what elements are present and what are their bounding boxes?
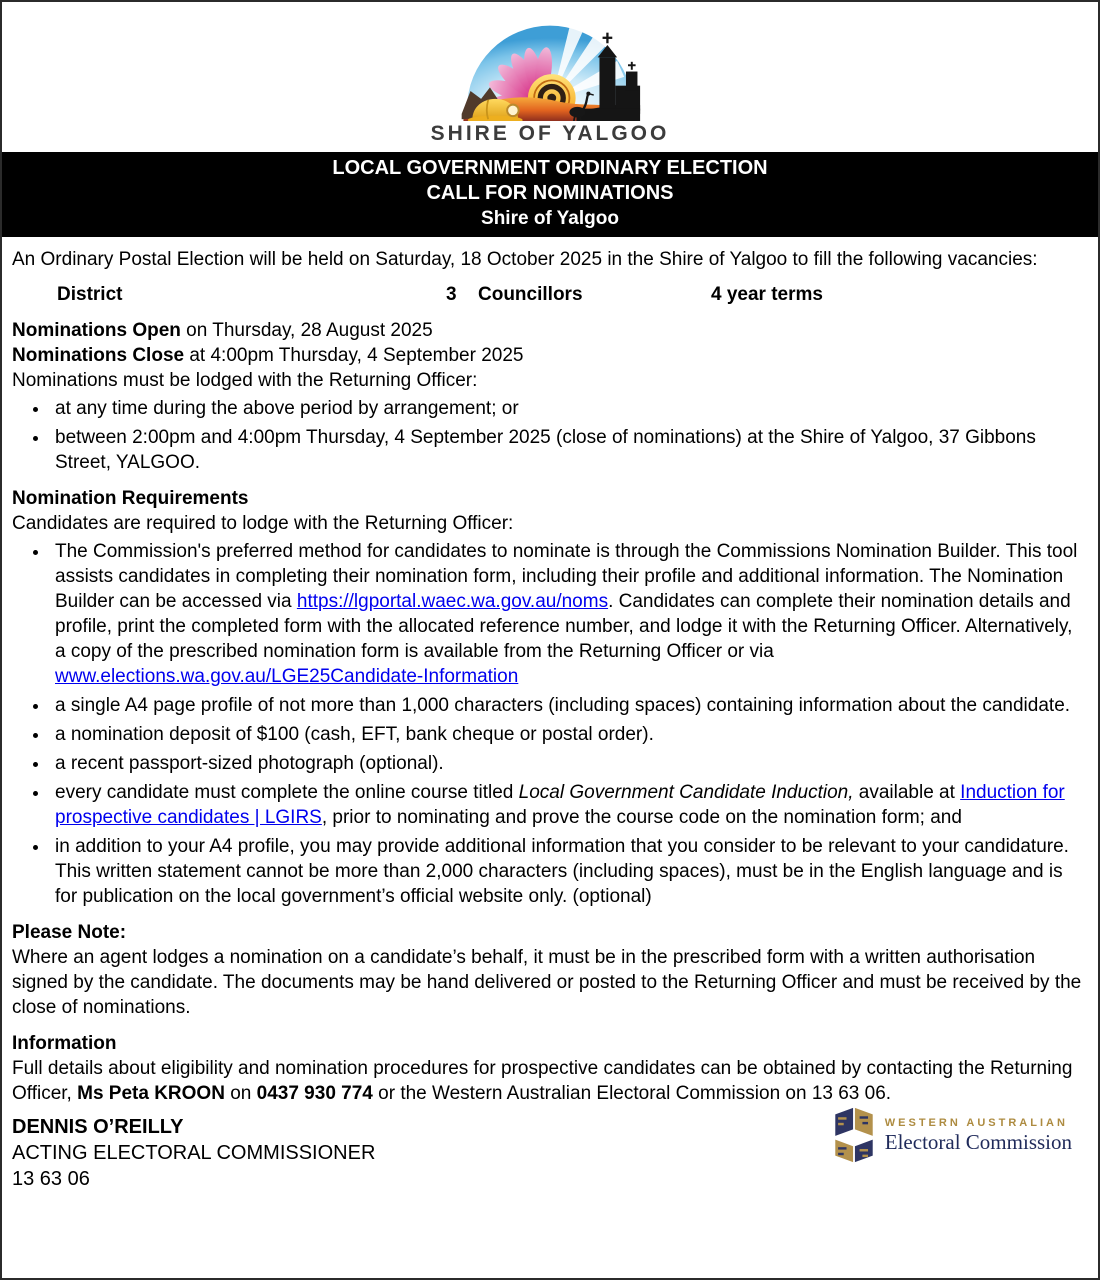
shire-logo-title: SHIRE OF YALGOO (430, 122, 670, 145)
vacancy-count: 3 (446, 284, 457, 305)
notice-banner (2, 152, 1098, 237)
nominations-section (12, 318, 1086, 475)
waec-line-1: WESTERN AUSTRALIAN (884, 1117, 1068, 1129)
waec-line-2: Electoral Commission (884, 1130, 1072, 1154)
req5-text-2: available at (853, 782, 961, 803)
returning-officer-name: Ms Peta KROON (77, 1083, 225, 1104)
bullet-item: • a single A4 page profile of not more than 1,000 characters (including spaces) containing information about the candidate. (50, 693, 1086, 718)
shire-logo-icon (444, 15, 656, 121)
banner-line-1: LOCAL GOVERNMENT ORDINARY ELECTION (332, 157, 768, 179)
waec-logo (833, 1106, 1072, 1164)
course-title-italic: Local Government Candidate Induction, (518, 782, 854, 803)
req5-text-3: , prior to nominating and prove the course code on the nomination form; and (321, 807, 962, 828)
nominations-close-line (12, 343, 1086, 368)
nominations-close-label: Nominations Close (12, 345, 185, 366)
bullet-item: • in addition to your A4 profile, you may provide additional information that you consider to be relevant to your candidature. This written statement cannot be more than 2,000 characters (including spaces), must be in the English language and is for publication on the local government’s official website only. (optional) (50, 834, 1086, 909)
bullet-item (50, 780, 1086, 830)
nominations-lodge-line: Nominations must be lodged with the Returning Officer: (12, 370, 478, 391)
nominations-open-label: Nominations Open (12, 320, 181, 341)
bullet-item: • a nomination deposit of $100 (cash, EFT, bank cheque or postal order). (50, 722, 1086, 747)
requirements-intro: Candidates are required to lodge with the Returning Officer: (12, 513, 514, 534)
req1-text-1: The Commission's preferred method for candidates to nominate is through the Commissions Nomination Builder. This tool assists candidates in completing their nomination form, including their profile and additional information. The Nomination Builder can be accessed via (55, 541, 1078, 612)
nominations-close-text: at 4:00pm Thursday, 4 September 2025 (184, 345, 524, 366)
nominations-bullet-list (12, 396, 1086, 475)
waec-text (885, 1116, 1072, 1154)
vacancy-term: 4 year terms (711, 284, 823, 305)
info-text-3: or the Western Australian Electoral Commission on 13 63 06. (372, 1083, 892, 1104)
shire-logo (2, 2, 1098, 146)
requirements-section (12, 486, 1086, 909)
commissioner-title: ACTING ELECTORAL COMMISSIONER (12, 1142, 376, 1164)
information-text (12, 1056, 1086, 1106)
banner-line-2: CALL FOR NOMINATIONS (426, 182, 674, 204)
bullet-item: • at any time during the above period by arrangement; or (50, 396, 1086, 421)
returning-officer-phone: 0437 930 774 (256, 1083, 373, 1104)
requirements-bullet-list (12, 539, 1086, 909)
information-heading: Information (12, 1033, 117, 1054)
notice-body (2, 237, 1098, 1192)
info-text-2: on (224, 1083, 257, 1104)
induction-course-link[interactable]: Induction for prospective candidates | LGIRS (55, 782, 1065, 828)
commission-phone: 13 63 06 (12, 1168, 90, 1190)
information-section (12, 1031, 1086, 1106)
nominations-open-text: on Thursday, 28 August 2025 (180, 320, 433, 341)
bullet-item: • a recent passport-sized photograph (optional). (50, 751, 1086, 776)
nomination-builder-link[interactable]: https://lgportal.waec.wa.gov.au/noms (296, 591, 609, 612)
signature-block (12, 1114, 375, 1192)
footer-row (12, 1114, 1086, 1192)
commissioner-name: DENNIS O’REILLY (12, 1116, 184, 1138)
req1-text-2: . Candidates can complete their nomination details and profile, print the completed form with the allocated reference number, and lodge it with the Returning Officer. Alternatively, a copy of the prescribed nomination form is available from the Returning Officer or via (55, 591, 1073, 662)
requirements-heading: Nomination Requirements (12, 488, 249, 509)
info-text-1: Full details about eligibility and nomination procedures for prospective candidates can be obtained by contacting the Returning Officer, (12, 1058, 1073, 1104)
vacancy-district: District (57, 284, 123, 305)
please-note-section (12, 920, 1086, 1020)
please-note-text: Where an agent lodges a nomination on a candidate’s behalf, it must be in the prescribed form with a written authorisation signed by the candidate. The documents may be hand delivered or posted to the Returning Officer and must be received by the close of nominations. (12, 947, 1082, 1018)
banner-line-3: Shire of Yalgoo (481, 208, 619, 229)
vacancy-row (12, 282, 1086, 307)
please-note-heading: Please Note: (12, 922, 127, 943)
bullet-item: • between 2:00pm and 4:00pm Thursday, 4 September 2025 (close of nominations) at the Shire of Yalgoo, 37 Gibbons Street, YALGOO. (50, 425, 1086, 475)
candidate-information-link[interactable]: www.elections.wa.gov.au/LGE25Candidate-Information (55, 666, 519, 687)
ballot-box-icon (833, 1106, 875, 1164)
nominations-open-line (12, 318, 1086, 343)
req5-text-1: every candidate must complete the online course titled (55, 782, 519, 803)
intro-paragraph: An Ordinary Postal Election will be held on Saturday, 18 October 2025 in the Shire of Yalgoo to fill the following vacancies: (12, 249, 1038, 270)
vacancy-position: Councillors (478, 284, 583, 305)
bullet-item (50, 539, 1086, 689)
